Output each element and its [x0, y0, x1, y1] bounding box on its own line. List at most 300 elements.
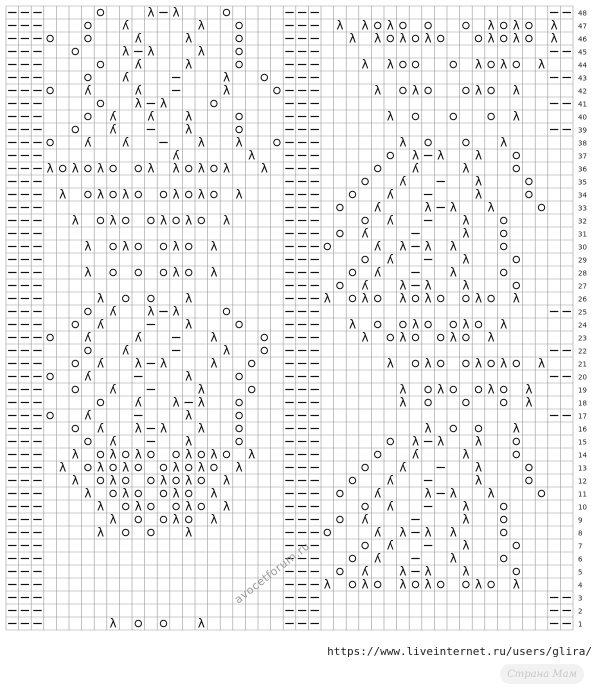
left-decrease-symbol: λ [449, 330, 457, 345]
left-decrease-symbol: λ [487, 382, 495, 397]
row-number: 20 [578, 373, 587, 382]
row-numbers [578, 10, 587, 629]
yarn-over-symbol [362, 217, 368, 223]
row-number: 13 [578, 464, 587, 473]
left-decrease-symbol: λ [525, 382, 533, 397]
yarn-over-symbol [198, 217, 204, 223]
left-decrease-symbol: λ [424, 486, 432, 501]
left-decrease-symbol: λ [386, 109, 394, 124]
row-number: 24 [578, 321, 587, 330]
left-decrease-symbol: λ [185, 499, 193, 514]
yarn-over-symbol [47, 373, 53, 379]
left-decrease-symbol: λ [197, 460, 205, 475]
left-decrease-symbol: λ [134, 421, 142, 436]
left-decrease-symbol: λ [399, 135, 407, 150]
left-decrease-symbol: λ [172, 486, 180, 501]
yarn-over-symbol [97, 217, 103, 223]
yarn-over-symbol [337, 282, 343, 288]
left-decrease-symbol: λ [185, 31, 193, 46]
left-decrease-symbol: λ [96, 187, 105, 202]
right-decrease-symbol: ʎ [122, 18, 130, 33]
yarn-over-symbol [324, 243, 330, 249]
left-decrease-symbol: λ [512, 109, 520, 124]
right-decrease-symbol: ʎ [361, 226, 369, 241]
left-decrease-symbol: λ [197, 18, 205, 33]
yarn-over-symbol [198, 477, 204, 483]
right-decrease-symbol: ʎ [96, 421, 105, 436]
yarn-over-symbol [362, 464, 368, 470]
left-decrease-symbol: λ [159, 96, 168, 111]
left-decrease-symbol: λ [172, 460, 180, 475]
left-decrease-symbol: λ [210, 486, 218, 501]
left-decrease-symbol: λ [361, 18, 369, 33]
yarn-over-symbol [160, 464, 166, 470]
yarn-over-symbol [97, 61, 103, 67]
right-decrease-symbol: ʎ [109, 434, 117, 449]
left-decrease-symbol: λ [147, 304, 155, 319]
yarn-over-symbol [488, 581, 494, 587]
yarn-over-symbol [463, 139, 469, 145]
row-number: 25 [578, 308, 587, 317]
yarn-over-symbol [488, 87, 494, 93]
row-number: 43 [578, 74, 587, 83]
yarn-over-symbol [450, 61, 456, 67]
right-decrease-symbol: ʎ [374, 486, 382, 501]
left-decrease-symbol: λ [222, 213, 231, 228]
left-decrease-symbol: λ [210, 239, 218, 254]
yarn-over-symbol [249, 360, 255, 366]
yarn-over-symbol [337, 568, 343, 574]
left-decrease-symbol: λ [361, 577, 369, 592]
left-decrease-symbol: λ [449, 200, 457, 215]
right-decrease-symbol: ʎ [374, 551, 382, 566]
right-decrease-symbol: ʎ [374, 525, 382, 540]
yarn-over-symbol [438, 360, 444, 366]
yarn-over-symbol [513, 256, 519, 262]
yarn-over-symbol [135, 490, 141, 496]
left-decrease-symbol: λ [474, 57, 483, 72]
site-logo: Страна Мам [500, 664, 584, 684]
yarn-over-symbol [324, 529, 330, 535]
right-decrease-symbol: ʎ [84, 369, 92, 384]
yarn-over-symbol [463, 87, 469, 93]
row-number: 41 [578, 100, 587, 109]
left-decrease-symbol: λ [437, 148, 445, 163]
right-decrease-symbol: ʎ [361, 564, 369, 579]
yarn-over-symbol [425, 321, 431, 327]
yarn-over-symbol [501, 386, 507, 392]
left-decrease-symbol: λ [159, 213, 168, 228]
yarn-over-symbol [501, 230, 507, 236]
left-decrease-symbol: λ [84, 486, 92, 501]
row-number: 27 [578, 282, 587, 291]
row-number: 23 [578, 334, 587, 343]
yarn-over-symbol [501, 529, 507, 535]
left-decrease-symbol: λ [323, 291, 331, 306]
right-decrease-symbol: ʎ [134, 83, 142, 98]
yarn-over-symbol [160, 516, 166, 522]
row-number: 12 [578, 477, 587, 486]
left-decrease-symbol: λ [424, 31, 432, 46]
left-decrease-symbol: λ [197, 421, 205, 436]
yarn-over-symbol [85, 35, 91, 41]
left-decrease-symbol: λ [462, 213, 470, 228]
left-decrease-symbol: λ [462, 161, 470, 176]
yarn-over-symbol [85, 22, 91, 28]
watermark: avocetforum.ru [232, 539, 313, 607]
yarn-over-symbol [186, 516, 192, 522]
left-decrease-symbol: λ [374, 83, 382, 98]
left-decrease-symbol: λ [134, 356, 142, 371]
left-decrease-symbol: λ [185, 447, 193, 462]
left-decrease-symbol: λ [399, 31, 407, 46]
yarn-over-symbol [463, 581, 469, 587]
yarn-over-symbol [526, 191, 532, 197]
row-number: 26 [578, 295, 587, 304]
row-number: 39 [578, 126, 587, 135]
left-decrease-symbol: λ [122, 460, 130, 475]
left-decrease-symbol: λ [386, 356, 394, 371]
left-decrease-symbol: λ [361, 330, 369, 345]
left-decrease-symbol: λ [348, 317, 357, 332]
right-decrease-symbol: ʎ [134, 57, 142, 72]
yarn-over-symbol [400, 321, 406, 327]
row-number: 36 [578, 165, 587, 174]
yarn-over-symbol [236, 438, 242, 444]
left-decrease-symbol: λ [449, 551, 457, 566]
right-decrease-symbol: ʎ [109, 304, 117, 319]
yarn-over-symbol [198, 503, 204, 509]
yarn-over-symbol [148, 503, 154, 509]
left-decrease-symbol: λ [462, 564, 470, 579]
yarn-over-symbol [438, 35, 444, 41]
yarn-over-symbol [72, 425, 78, 431]
left-decrease-symbol: λ [399, 577, 407, 592]
yarn-over-symbol [47, 35, 53, 41]
source-credit-link[interactable]: https://www.liveinternet.ru/users/glira/ [327, 645, 592, 658]
yarn-over-symbol [387, 438, 393, 444]
yarn-over-symbol [72, 386, 78, 392]
left-decrease-symbol: λ [386, 18, 394, 33]
yarn-over-symbol [135, 243, 141, 249]
right-decrease-symbol: ʎ [134, 395, 142, 410]
yarn-over-symbol [513, 165, 519, 171]
yarn-over-symbol [501, 35, 507, 41]
yarn-over-symbol [501, 217, 507, 223]
yarn-over-symbol [425, 87, 431, 93]
left-decrease-symbol: λ [424, 200, 432, 215]
left-decrease-symbol: λ [185, 317, 193, 332]
yarn-over-symbol [97, 9, 103, 15]
row-number: 8 [578, 529, 583, 538]
left-decrease-symbol: λ [449, 486, 457, 501]
row-number: 29 [578, 256, 587, 265]
left-decrease-symbol: λ [235, 135, 243, 150]
yarn-over-symbol [110, 243, 116, 249]
left-decrease-symbol: λ [462, 317, 470, 332]
left-decrease-symbol: λ [512, 421, 520, 436]
yarn-over-symbol [236, 35, 242, 41]
left-decrease-symbol: λ [185, 473, 193, 488]
yarn-over-symbol [475, 386, 481, 392]
yarn-over-symbol [362, 542, 368, 548]
yarn-over-symbol [186, 269, 192, 275]
yarn-over-symbol [425, 399, 431, 405]
yarn-over-symbol [463, 22, 469, 28]
yarn-over-symbol [72, 48, 78, 54]
yarn-over-symbol [375, 321, 381, 327]
left-decrease-symbol: λ [550, 31, 558, 46]
left-decrease-symbol: λ [147, 44, 155, 59]
yarn-over-symbol [488, 360, 494, 366]
left-decrease-symbol: λ [512, 291, 520, 306]
yarn-over-symbol [412, 61, 418, 67]
yarn-over-symbol [135, 620, 141, 626]
yarn-over-symbol [135, 165, 141, 171]
left-decrease-symbol: λ [512, 577, 520, 592]
left-decrease-symbol: λ [437, 382, 445, 397]
yarn-over-symbol [211, 100, 217, 106]
left-decrease-symbol: λ [172, 304, 180, 319]
yarn-over-symbol [186, 490, 192, 496]
yarn-over-symbol [400, 22, 406, 28]
yarn-over-symbol [236, 399, 242, 405]
yarn-over-symbol [85, 464, 91, 470]
yarn-over-symbol [85, 347, 91, 353]
row-number: 34 [578, 191, 587, 200]
left-decrease-symbol: λ [109, 213, 117, 228]
yarn-over-symbol [513, 568, 519, 574]
yarn-over-symbol [173, 217, 179, 223]
left-decrease-symbol: λ [525, 395, 533, 410]
left-decrease-symbol: λ [424, 278, 432, 293]
left-decrease-symbol: λ [96, 460, 105, 475]
yarn-over-symbol [236, 113, 242, 119]
yarn-over-symbol [211, 464, 217, 470]
yarn-over-symbol [526, 464, 532, 470]
right-decrease-symbol: ʎ [386, 213, 394, 228]
row-number: 38 [578, 139, 587, 148]
yarn-over-symbol [97, 100, 103, 106]
right-decrease-symbol: ʎ [147, 109, 155, 124]
left-decrease-symbol: λ [411, 434, 420, 449]
yarn-over-symbol [362, 256, 368, 262]
yarn-over-symbol [110, 165, 116, 171]
yarn-over-symbol [501, 503, 507, 509]
yarn-over-symbol [450, 321, 456, 327]
yarn-over-symbol [526, 35, 532, 41]
left-decrease-symbol: λ [248, 447, 256, 462]
yarn-over-symbol [526, 477, 532, 483]
left-decrease-symbol: λ [474, 291, 483, 306]
yarn-over-symbol [223, 9, 229, 15]
yarn-over-symbol [110, 269, 116, 275]
yarn-over-symbol [488, 113, 494, 119]
yarn-over-symbol [72, 126, 78, 132]
right-decrease-symbol: ʎ [84, 408, 92, 423]
row-number: 44 [578, 61, 587, 70]
left-decrease-symbol: λ [462, 252, 470, 267]
yarn-over-symbol [160, 490, 166, 496]
left-decrease-symbol: λ [487, 330, 495, 345]
yarn-over-symbol [412, 295, 418, 301]
left-decrease-symbol: λ [437, 434, 445, 449]
yarn-over-symbol [412, 113, 418, 119]
right-decrease-symbol: ʎ [361, 512, 369, 527]
left-decrease-symbol: λ [336, 18, 344, 33]
yarn-over-symbol [72, 360, 78, 366]
left-decrease-symbol: λ [59, 460, 67, 475]
yarn-over-symbol [375, 165, 381, 171]
yarn-over-symbol [349, 581, 355, 587]
yarn-over-symbol [186, 191, 192, 197]
left-decrease-symbol: λ [512, 83, 520, 98]
row-number: 31 [578, 230, 587, 239]
yarn-over-symbol [173, 503, 179, 509]
yarn-over-symbol [501, 243, 507, 249]
yarn-over-symbol [501, 399, 507, 405]
row-number: 46 [578, 35, 587, 44]
yarn-over-symbol [488, 295, 494, 301]
left-decrease-symbol: λ [222, 473, 231, 488]
left-decrease-symbol: λ [474, 577, 483, 592]
yarn-over-symbol [123, 451, 129, 457]
row-number: 17 [578, 412, 587, 421]
row-number: 42 [578, 87, 587, 96]
right-decrease-symbol: ʎ [411, 161, 420, 176]
yarn-over-symbol [412, 581, 418, 587]
yarn-over-symbol [450, 113, 456, 119]
grid [6, 6, 573, 630]
right-decrease-symbol: ʎ [386, 473, 394, 488]
yarn-over-symbol [337, 516, 343, 522]
row-number: 28 [578, 269, 587, 278]
yarn-over-symbol [123, 529, 129, 535]
yarn-over-symbol [438, 334, 444, 340]
left-decrease-symbol: λ [474, 148, 483, 163]
yarn-over-symbol [375, 581, 381, 587]
left-decrease-symbol: λ [159, 356, 168, 371]
left-decrease-symbol: λ [424, 356, 432, 371]
left-decrease-symbol: λ [500, 356, 508, 371]
left-decrease-symbol: λ [386, 57, 394, 72]
yarn-over-symbol [110, 191, 116, 197]
yarn-over-symbol [110, 490, 116, 496]
left-decrease-symbol: λ [84, 239, 92, 254]
left-decrease-symbol: λ [134, 96, 142, 111]
yarn-over-symbol [400, 87, 406, 93]
yarn-over-symbol [349, 555, 355, 561]
left-decrease-symbol: λ [109, 512, 117, 527]
right-decrease-symbol: ʎ [399, 460, 407, 475]
right-decrease-symbol: ʎ [134, 31, 142, 46]
yarn-over-symbol [513, 282, 519, 288]
left-decrease-symbol: λ [474, 83, 483, 98]
yarn-over-symbol [236, 321, 242, 327]
right-decrease-symbol: ʎ [84, 83, 92, 98]
left-decrease-symbol: λ [46, 161, 54, 176]
left-decrease-symbol: λ [449, 265, 457, 280]
yarn-over-symbol [387, 35, 393, 41]
left-decrease-symbol: λ [474, 473, 483, 488]
right-decrease-symbol: ʎ [374, 239, 382, 254]
left-decrease-symbol: λ [399, 278, 407, 293]
left-decrease-symbol: λ [399, 291, 407, 306]
left-decrease-symbol: λ [172, 265, 180, 280]
yarn-over-symbol [223, 308, 229, 314]
yarn-over-symbol [475, 321, 481, 327]
left-decrease-symbol: λ [248, 148, 256, 163]
yarn-over-symbol [475, 35, 481, 41]
right-decrease-symbol: ʎ [84, 330, 92, 345]
yarn-over-symbol [501, 516, 507, 522]
yarn-over-symbol [375, 451, 381, 457]
row-number: 21 [578, 360, 587, 369]
left-decrease-symbol: λ [109, 616, 117, 631]
yarn-over-symbol [513, 438, 519, 444]
left-decrease-symbol: λ [235, 187, 243, 202]
yarn-over-symbol [463, 295, 469, 301]
yarn-over-symbol [450, 425, 456, 431]
left-decrease-symbol: λ [210, 265, 218, 280]
yarn-over-symbol [110, 464, 116, 470]
yarn-over-symbol [97, 477, 103, 483]
row-number: 16 [578, 425, 587, 434]
yarn-over-symbol [425, 386, 431, 392]
left-decrease-symbol: λ [96, 499, 105, 514]
yarn-over-symbol [274, 139, 280, 145]
left-decrease-symbol: λ [222, 343, 231, 358]
left-decrease-symbol: λ [172, 239, 180, 254]
left-decrease-symbol: λ [185, 434, 193, 449]
yarn-over-symbol [135, 191, 141, 197]
yarn-over-symbol [123, 295, 129, 301]
row-number: 3 [578, 594, 583, 603]
yarn-over-symbol [463, 334, 469, 340]
yarn-over-symbol [85, 74, 91, 80]
left-decrease-symbol: λ [474, 434, 483, 449]
row-number: 22 [578, 347, 587, 356]
left-decrease-symbol: λ [462, 512, 470, 527]
left-decrease-symbol: λ [487, 200, 495, 215]
left-decrease-symbol: λ [487, 31, 495, 46]
yarn-over-symbol [375, 295, 381, 301]
left-decrease-symbol: λ [399, 330, 407, 345]
left-decrease-symbol: λ [374, 31, 382, 46]
row-number: 1 [578, 620, 583, 629]
yarn-over-symbol [337, 490, 343, 496]
left-decrease-symbol: λ [185, 213, 193, 228]
left-decrease-symbol: λ [122, 187, 130, 202]
left-decrease-symbol: λ [185, 369, 193, 384]
left-decrease-symbol: λ [197, 135, 205, 150]
yarn-over-symbol [261, 347, 267, 353]
yarn-over-symbol [236, 412, 242, 418]
right-decrease-symbol: ʎ [122, 70, 130, 85]
left-decrease-symbol: λ [197, 616, 205, 631]
left-decrease-symbol: λ [487, 486, 495, 501]
yarn-over-symbol [526, 178, 532, 184]
left-decrease-symbol: λ [399, 239, 407, 254]
yarn-over-symbol [47, 87, 53, 93]
yarn-over-symbol [173, 477, 179, 483]
yarn-over-symbol [173, 451, 179, 457]
yarn-over-symbol [513, 61, 519, 67]
left-decrease-symbol: λ [399, 564, 407, 579]
yarn-over-symbol [211, 165, 217, 171]
right-decrease-symbol: ʎ [361, 278, 369, 293]
row-number: 19 [578, 386, 587, 395]
